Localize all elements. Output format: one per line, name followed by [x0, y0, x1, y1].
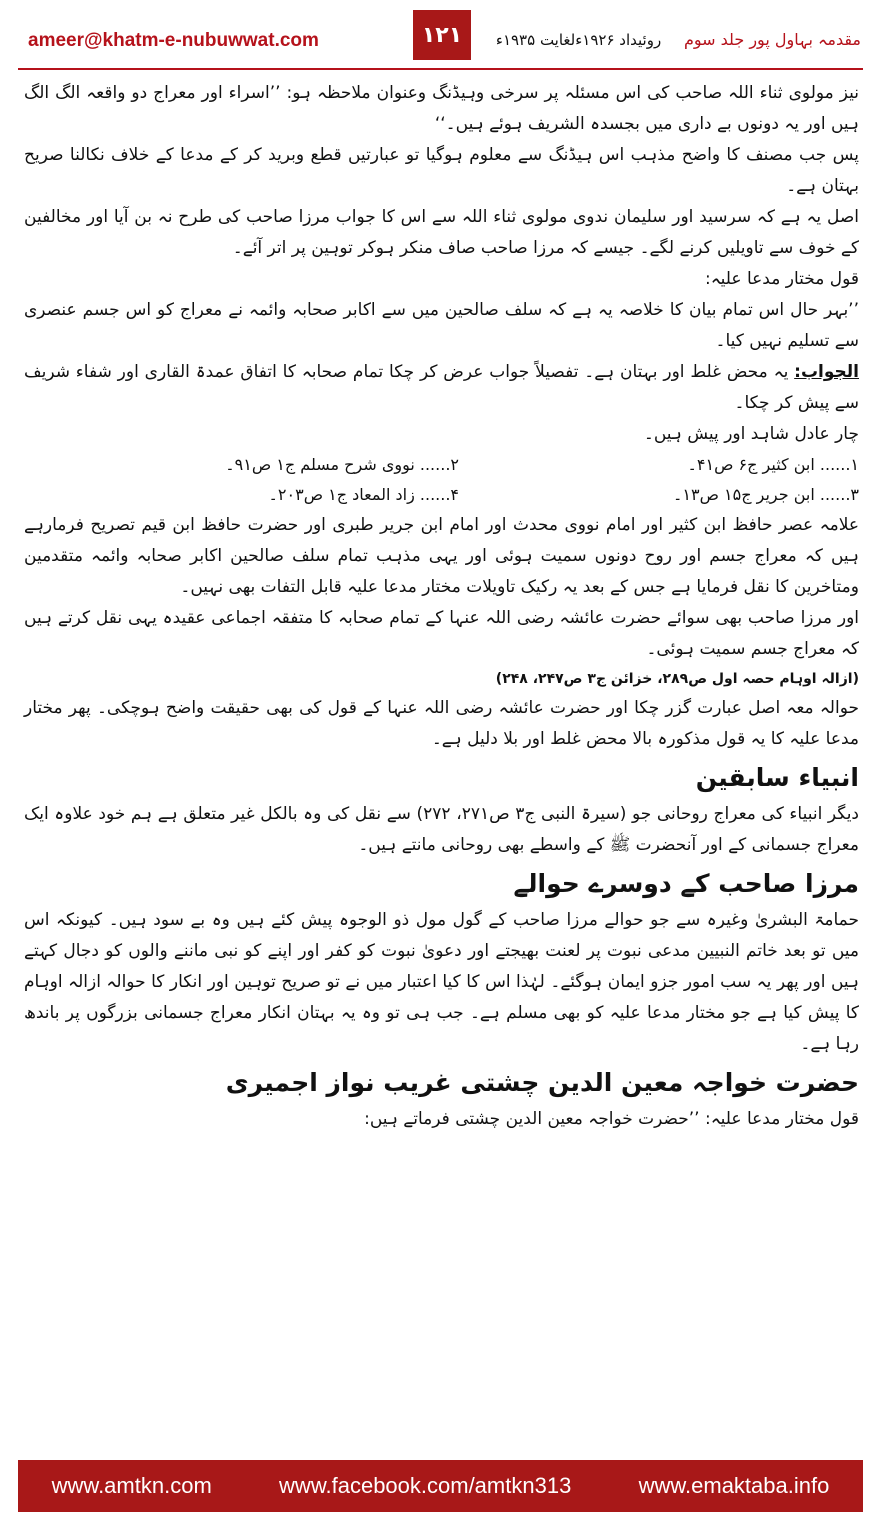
- header-email[interactable]: ameer@khatm-e-nubuwwat.com: [28, 30, 319, 51]
- period-label: روئیداد ۱۹۲۶ءلغایت ۱۹۳۵ء: [495, 31, 662, 49]
- footer-link-facebook[interactable]: www.facebook.com/amtkn313: [279, 1473, 572, 1498]
- quote-1: ’’بہر حال اس تمام بیان کا خلاصہ یہ ہے کہ سلف صالحین میں سے اکابر صحابہ وائمہ نے معراج کو اس جسم عنصری سے تسلیم نہیں کیا۔: [24, 300, 859, 351]
- qawl-label-2: قول مختار مدعا علیہ: ’’حضرت خواجہ معین الدین چشتی فرماتے ہیں:: [364, 1109, 859, 1129]
- witnesses-line: چار عادل شاہد اور پیش ہیں۔: [643, 424, 859, 444]
- paragraph-7: دیگر انبیاء کی معراج روحانی جو (سیرۃ النبی ج۳ ص۲۷۱، ۲۷۲) سے نقل کی وہ بالکل غیر متعلق ہے ہم خود علاوہ ایک معراج جسمانی کے اور آنحضرت ﷺ کے واسطے بھی روحانی مانتے ہیں۔: [24, 804, 859, 855]
- paragraph-2: پس جب مصنف کا واضح مذہب اس ہیڈنگ سے معلوم ہوگیا تو عبارتیں قطع وبرید کر کے مدعا کے خلاف نکالنا صریح بہتان ہے۔: [24, 145, 859, 196]
- footer-link-emaktaba[interactable]: www.emaktaba.info: [638, 1473, 830, 1498]
- section-heading-mirza: مرزا صاحب کے دوسرے حوالے: [513, 869, 859, 898]
- jawab-text: یہ محض غلط اور بہتان ہے۔ تفصیلاً جواب عرض کر چکا تمام صحابہ کا اتفاق عمدۃ القاری اور شفاء شریف سے پیش کر چکا۔: [24, 362, 859, 413]
- reference-citation: (ازالہ اوہام حصہ اول ص۲۸۹، خزائن ج۳ ص۲۴۷، ۲۴۸): [495, 671, 859, 687]
- jawab-paragraph: [24, 357, 859, 419]
- header-divider: [18, 68, 863, 70]
- qawl-label-1: قول مختار مدعا علیہ:: [704, 269, 859, 289]
- footer-bar: [18, 1460, 863, 1512]
- list-item: ۱...... ابن کثیر ج۶ ص۴۱۔: [687, 455, 859, 474]
- reference-list-row-1: [24, 450, 859, 480]
- reference-list-row-2: [24, 480, 859, 510]
- list-item: ۲...... نووی شرح مسلم ج۱ ص۹۱۔: [225, 455, 459, 474]
- footer-link-amtkn[interactable]: www.amtkn.com: [51, 1473, 212, 1498]
- page-content: [24, 78, 859, 1458]
- paragraph-5: اور مرزا صاحب بھی سوائے حضرت عائشہ رضی اللہ عنہا کے تمام صحابہ کا متفقہ اجماعی عقیدہ یہی نقل کرتے ہیں کہ معراج جسم سمیت ہوئی۔: [24, 608, 859, 659]
- list-item: ۴...... زاد المعاد ج۱ ص۲۰۳۔: [268, 485, 459, 504]
- paragraph-3: اصل یہ ہے کہ سرسید اور سلیمان ندوی مولوی ثناء اللہ سے اس کا جواب مرزا صاحب کی طرح نہ بن آیا اور مخالفین کے خوف سے تاویلیں کرنے لگے۔ جیسے کہ مرزا صاحب صاف منکر ہوکر توہین پر اتر آئے۔: [24, 207, 859, 258]
- section-heading-anbiya: انبیاء سابقین: [695, 763, 859, 792]
- section-heading-khwaja: حضرت خواجہ معین الدین چشتی غریب نواز اجمیری: [225, 1068, 859, 1097]
- paragraph-1: نیز مولوی ثناء اللہ صاحب کی اس مسئلہ پر سرخی وہیڈنگ وعنوان ملاحظہ ہو: ’’اسراء اور معراج دو واقعہ الگ الگ ہیں اور یہ دونوں بے داری میں بجسدہ الشریف ہوئے ہیں۔‘‘: [24, 83, 859, 134]
- paragraph-8: حمامۃ البشریٰ وغیرہ سے جو حوالے مرزا صاحب کے گول مول ذو الوجوہ پیش کئے ہیں وہ بے سود ہیں۔ کیونکہ اس میں تو بعد خاتم النبیین مدعی نبوت پر لعنت بھیجتے اور دعویٰ نبوت کو کفر اور اپنے کو نبی ماننے والوں کو دجال کہتے ہیں اور پھر یہ سب امور جزو ایمان ہوگئے۔ لہٰذا اس کا کیا اعتبار میں نے تو صریح توہین اور انکار کا حوالہ ازالہ اوہام کا پیش کیا ہے جو مختار مدعا علیہ کو بھی مسلم ہے۔ جب ہی تو وہ یہ بہتان انکار معراج جسمانی بزرگوں پر باندھ رہا ہے۔: [24, 910, 859, 1054]
- paragraph-6: حوالہ معہ اصل عبارت گزر چکا اور حضرت عائشہ رضی اللہ عنہا کے قول کی بھی حقیقت واضح ہوچکی۔ پھر مختار مدعا علیہ کا یہ قول مذکورہ بالا محض غلط اور بلا دلیل ہے۔: [24, 698, 859, 749]
- page-header: [0, 0, 881, 66]
- page-number: ۱۲۱: [413, 10, 471, 60]
- book-title: مقدمہ بہاول پور جلد سوم: [683, 30, 861, 49]
- paragraph-4: علامہ عصر حافظ ابن کثیر اور امام نووی محدث اور امام ابن جریر طبری اور حضرت حافظ ابن قیم تصریح فرمارہے ہیں کہ معراج جسم اور روح دونوں سمیت ہوئی اور یہی مذہب تمام سلف صالحین اکابر صحابہ وائمہ متقدمین ومتاخرین کا نقل فرمایا ہے جس کے بعد یہ رکیک تاویلات مختار مدعا علیہ قابل التفات بھی نہیں۔: [24, 515, 859, 597]
- list-item: ۳...... ابن جریر ج۱۵ ص۱۳۔: [673, 485, 859, 504]
- jawab-label: الجواب:: [794, 362, 859, 382]
- header-title: [496, 30, 861, 49]
